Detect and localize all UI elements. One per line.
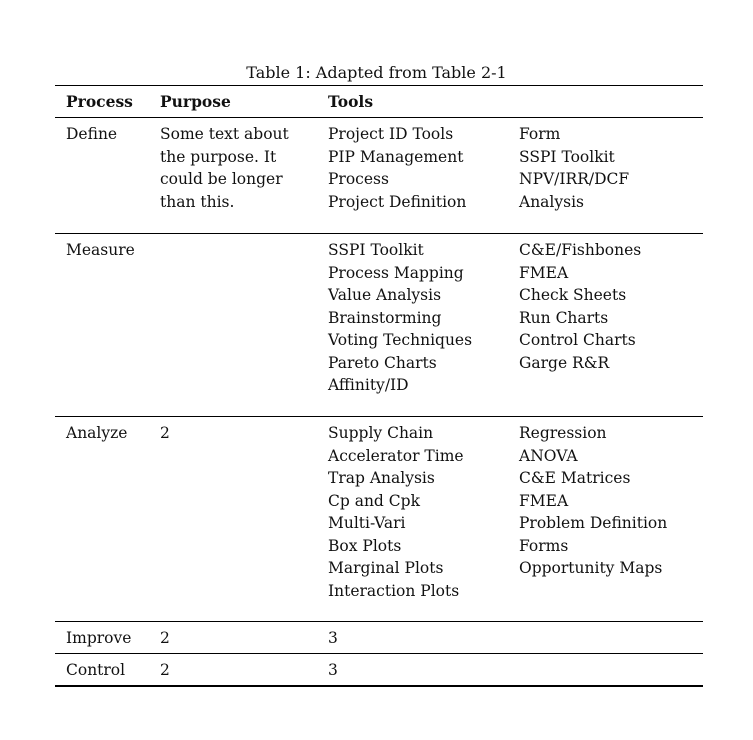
tool-item: ANOVA <box>519 446 578 465</box>
tool-item: SSPI Toolkit <box>519 147 615 166</box>
tool-item: FMEA <box>519 263 569 282</box>
tool-item: PIP Management <box>328 147 464 166</box>
table-row <box>55 234 703 416</box>
tools-cell <box>317 118 508 233</box>
tool-item: Opportunity Maps <box>519 559 663 577</box>
header-tools: Tools <box>328 92 374 111</box>
purpose-cell: 2 <box>160 424 170 442</box>
process-cell: Analyze <box>66 424 128 442</box>
tool-item: FMEA <box>519 491 569 510</box>
table-row <box>55 654 703 685</box>
tool-item: Forms <box>519 536 569 555</box>
tool-item: 3 <box>328 661 338 679</box>
tool-item: Project Definition <box>328 192 467 211</box>
tool-item: Multi-Vari <box>328 514 406 532</box>
tool-item: SSPI Toolkit <box>328 241 424 259</box>
header-process: Process <box>66 92 133 111</box>
purpose-cell: 2 <box>160 629 170 647</box>
purpose-text: Some text about the purpose. It could be longer than this. <box>160 125 289 211</box>
tool-item: Box Plots <box>328 536 402 555</box>
process-table <box>55 85 703 687</box>
tool-item: Regression <box>519 424 607 442</box>
purpose-cell <box>149 118 317 233</box>
table-caption: Table 1: Adapted from Table 2-1 <box>246 63 507 82</box>
tool-item: Supply Chain <box>328 424 434 442</box>
tool-item: Run Charts <box>519 308 609 327</box>
table-row <box>55 417 703 621</box>
tool-item: Marginal Plots <box>328 559 444 577</box>
table-row <box>55 118 703 233</box>
tools-cell <box>317 234 508 416</box>
process-cell: Measure <box>66 241 135 259</box>
tool-item: NPV/IRR/DCF <box>519 170 630 188</box>
purpose-cell <box>149 234 317 416</box>
tool-item: C&E Matrices <box>519 469 631 487</box>
tool-item: Garge R&R <box>519 353 610 372</box>
tool-item: Analysis <box>519 192 584 211</box>
tool-item: C&E/Fishbones <box>519 241 642 259</box>
purpose-cell: 2 <box>160 661 170 679</box>
tool-item: Brainstorming <box>328 308 442 327</box>
table-header-row <box>55 86 703 117</box>
tool-item: Cp and Cpk <box>328 491 420 510</box>
header-purpose: Purpose <box>160 92 231 111</box>
table-row <box>55 622 703 653</box>
tool-item: Problem Definition <box>519 514 668 532</box>
process-cell: Control <box>66 661 126 679</box>
process-cell: Improve <box>66 629 132 647</box>
tool-item: Interaction Plots <box>328 581 460 600</box>
tool-item: Value Analysis <box>328 286 442 304</box>
process-cell: Define <box>66 125 118 143</box>
tools-cell-continued <box>508 654 703 685</box>
header-tools-continued <box>508 86 703 117</box>
tools-cell-continued <box>508 234 703 416</box>
tools-cell-continued <box>508 622 703 653</box>
tool-item: Voting Techniques <box>328 331 473 349</box>
tool-item: Process Mapping <box>328 263 464 282</box>
tools-cell-continued <box>508 417 703 621</box>
tool-item: Check Sheets <box>519 286 627 304</box>
tool-item: Pareto Charts <box>328 353 437 372</box>
tool-item: Accelerator Time <box>328 446 464 465</box>
tools-cell-continued <box>508 118 703 233</box>
tool-item: Form <box>519 125 561 143</box>
tool-item: Affinity/ID <box>328 376 409 394</box>
tools-cell <box>317 417 508 621</box>
tool-item: Trap Analysis <box>328 469 435 487</box>
tools-cell <box>317 654 508 685</box>
tool-item: 3 <box>328 629 338 647</box>
tool-item: Process <box>328 170 389 188</box>
tool-item: Project ID Tools <box>328 125 454 143</box>
table-bottom-rule <box>55 685 703 687</box>
tool-item: Control Charts <box>519 331 636 349</box>
tools-cell <box>317 622 508 653</box>
